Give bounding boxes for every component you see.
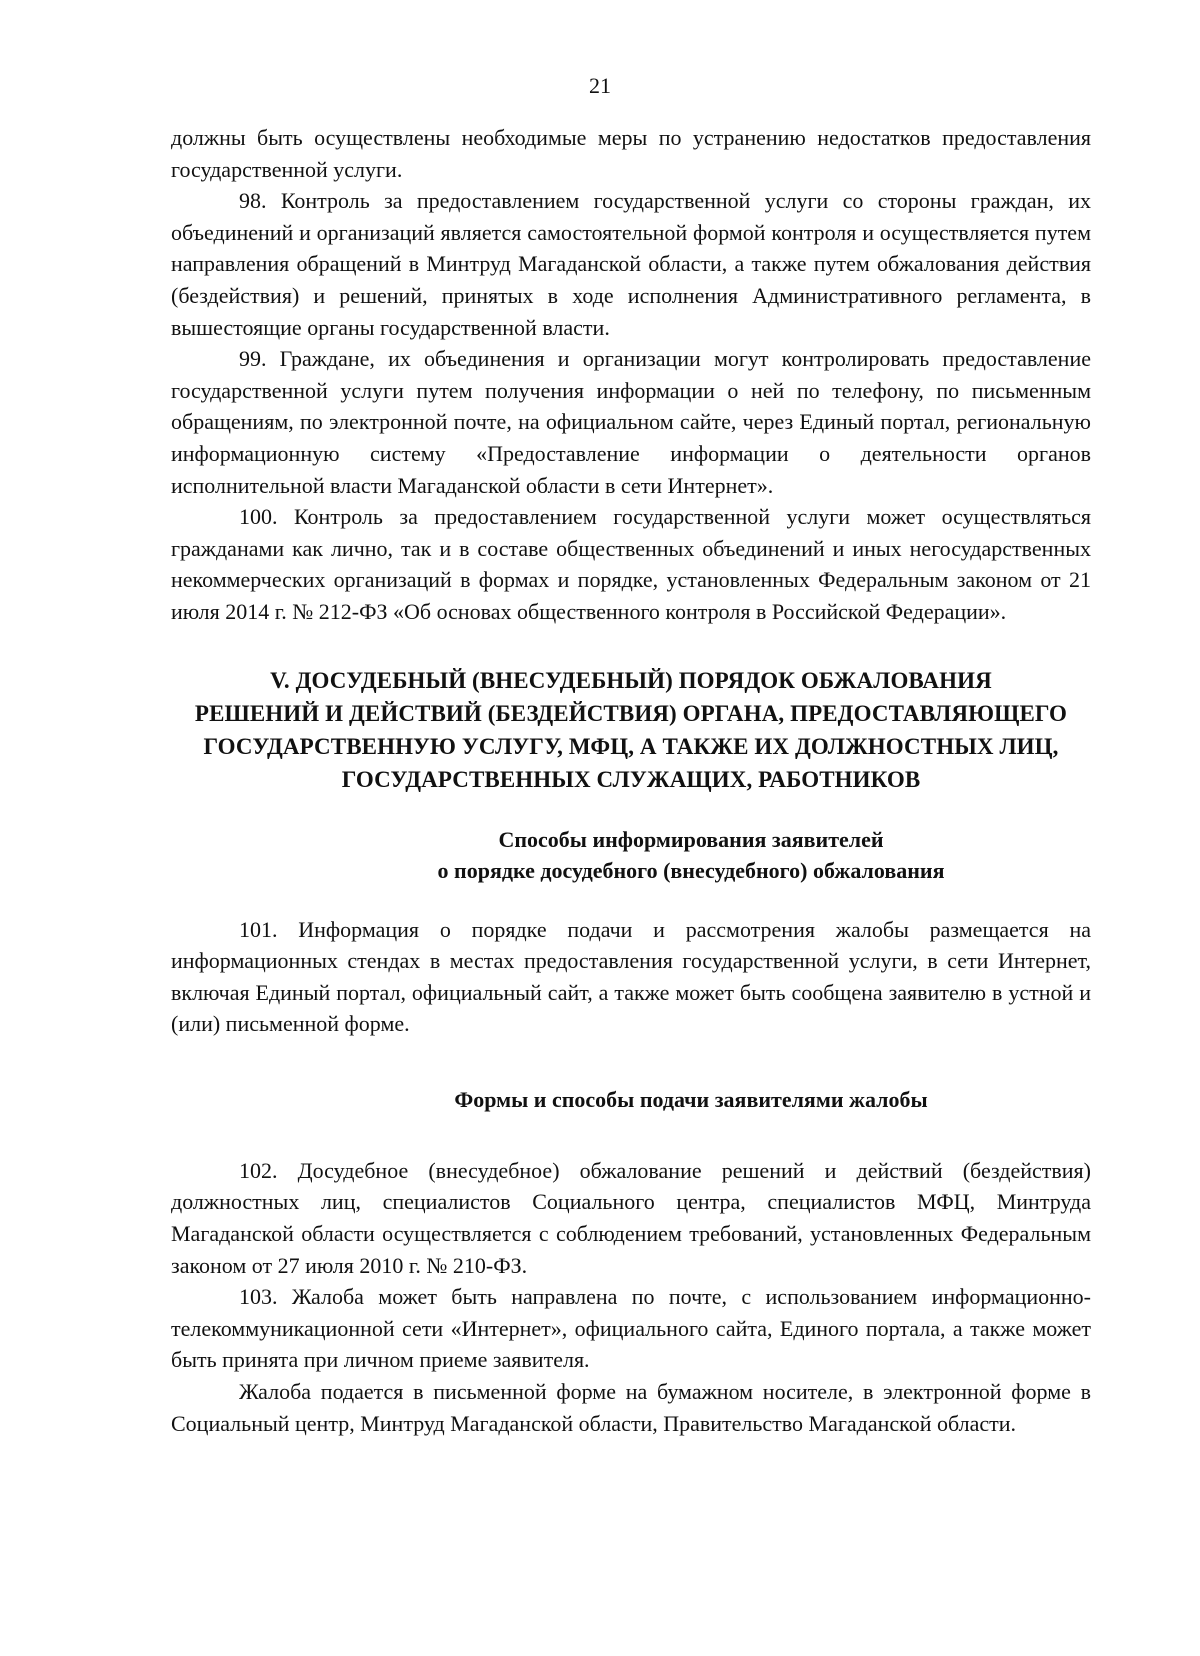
subheading-informing: [171, 824, 1091, 886]
section-title-line: ГОСУДАРСТВЕННЫХ СЛУЖАЩИХ, РАБОТНИКОВ: [341, 766, 921, 792]
paragraph-99: 99. Граждане, их объединения и организации могут контролировать предоставление государственной услуги путем получения информации о ней по телефону, по письменным обращениям, по электронной почте, на официальном сайте, через Единый портал, региональную информационную систему «Предоставление информации о деятельности органов исполнительной власти Магаданской области в сети Интернет».: [171, 346, 1091, 498]
section-title-line: РЕШЕНИЙ И ДЕЙСТВИЙ (БЕЗДЕЙСТВИЯ) ОРГАНА, ПРЕДОСТАВЛЯЮЩЕГО: [194, 700, 1068, 726]
subheading-line: о порядке досудебного (внесудебного) обжалования: [437, 857, 945, 883]
subheading-complaint-forms: Формы и способы подачи заявителями жалобы: [454, 1086, 928, 1112]
paragraph-101: 101. Информация о порядке подачи и рассмотрения жалобы размещается на информационных стендах в местах предоставления государственной услуги, в сети Интернет, включая Единый портал, официальный сайт, а также может быть сообщена заявителю в устной и (или) письменной форме.: [171, 916, 1091, 1037]
document-body: [171, 122, 1091, 1439]
section-title-line: V. ДОСУДЕБНЫЙ (ВНЕСУДЕБНЫЙ) ПОРЯДОК ОБЖАЛОВАНИЯ: [270, 667, 992, 693]
paragraph-complaint-submission: Жалоба подается в письменной форме на бумажном носителе, в электронной форме в Социальный центр, Минтруд Магаданской области, Правительство Магаданской области.: [171, 1379, 1091, 1436]
section-title-line: ГОСУДАРСТВЕННУЮ УСЛУГУ, МФЦ, А ТАКЖЕ ИХ ДОЛЖНОСТНЫХ ЛИЦ,: [203, 733, 1059, 759]
paragraph-continuation: должны быть осуществлены необходимые меры по устранению недостатков предоставления государственной услуги.: [171, 125, 1091, 182]
paragraph-98: 98. Контроль за предоставлением государственной услуги со стороны граждан, их объединений и организаций является самостоятельной формой контроля и осуществляется путем направления обращений в Минтруд Магаданской области, а также путем обжалования действия (бездействия) и решений, принятых в ходе исполнения Административного регламента, в вышестоящие органы государственной власти.: [171, 188, 1091, 340]
paragraph-102: 102. Досудебное (внесудебное) обжалование решений и действий (бездействия) должностных лиц, специалистов Социального центра, специалистов МФЦ, Минтруда Магаданской области осуществляется с соблюдением требований, установленных Федеральным законом от 27 июля 2010 г. № 210-ФЗ.: [171, 1157, 1091, 1278]
subheading-line: Способы информирования заявителей: [498, 826, 884, 852]
paragraph-100: 100. Контроль за предоставлением государственной услуги может осуществляться гражданами как лично, так и в составе общественных объединений и иных негосударственных некоммерческих организаций в формах и порядке, установленных Федеральным законом от 21 июля 2014 г. № 212-ФЗ «Об основах общественного контроля в Российской Федерации».: [171, 504, 1091, 624]
section-title: [171, 664, 1091, 796]
page-number: 21: [589, 73, 611, 98]
paragraph-103: 103. Жалоба может быть направлена по почте, с использованием информационно-телекоммуникационной сети «Интернет», официального сайта, Единого портала, а также может быть принята при личном приеме заявителя.: [171, 1284, 1091, 1373]
